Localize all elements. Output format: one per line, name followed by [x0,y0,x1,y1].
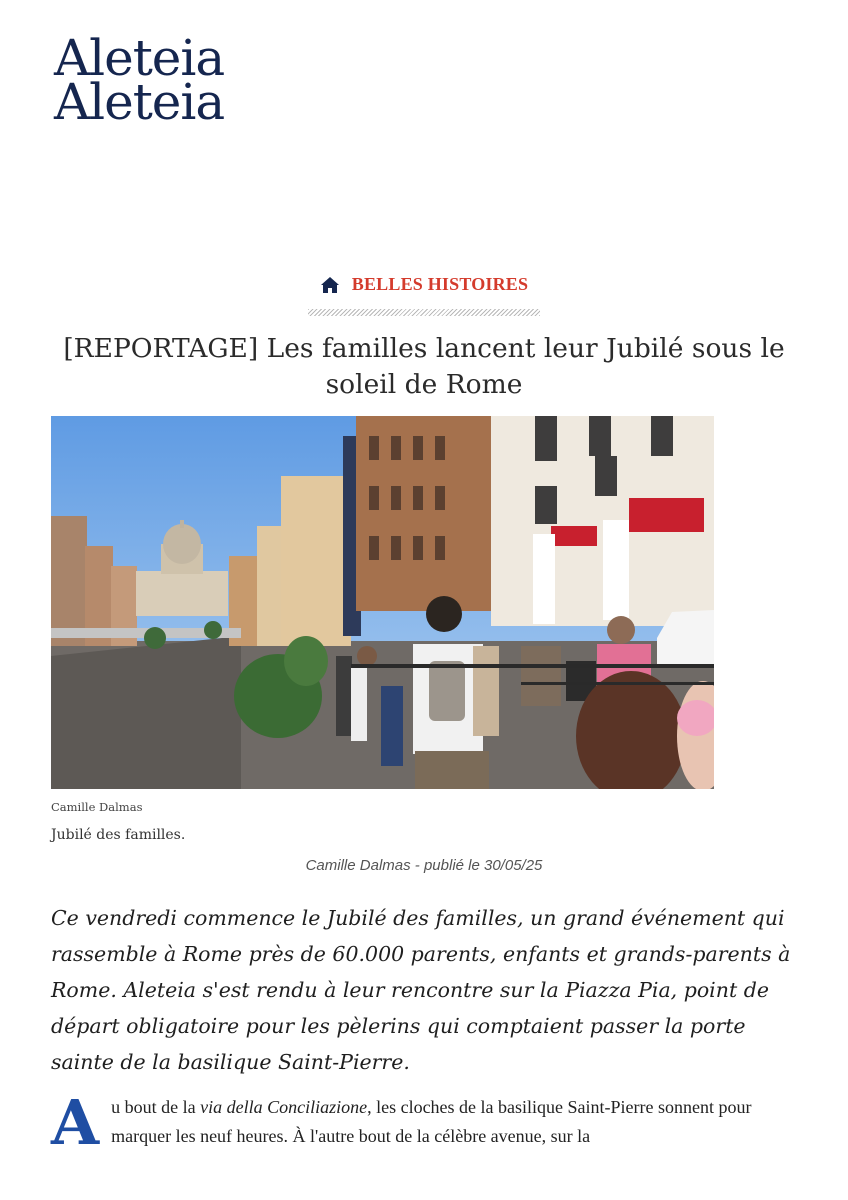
published-prefix: - publié le [410,857,484,874]
category-link[interactable] [320,274,528,295]
home-icon [320,276,340,294]
site-logo[interactable] [54,29,225,131]
article-intro: Ce vendredi commence le Jubilé des familles, un grand événement qui rassemble à Rome près de 60.000 parents, enfants et grands-parents à Rome. Aleteia s'est rendu à leur rencontre sur la Piazza Pia, point de départ obligatoire pour les pèlerins qui comptaient passer la porte sainte de la basilique Saint-Pierre. [51,906,791,1074]
logo-line-1: Aleteia [54,29,225,87]
logo-line-2: Aleteia [54,73,225,131]
article-body-paragraph [51,1086,811,1159]
hero-image [51,416,714,789]
category-bar [0,274,848,298]
author-name: Camille Dalmas [305,857,411,874]
body-text-2: , les cloches de la basilique Saint-Pierre sonnent pour marquer les neuf heures. À l'autre bout de la célèbre avenue, sur la [111,1097,752,1146]
body-text-1: u bout de la [111,1097,201,1117]
byline [0,857,848,874]
category-label: BELLES HISTOIRES [351,274,529,294]
image-caption: Jubilé des familles. [51,827,186,843]
drop-cap: A [51,1086,100,1159]
category-divider [308,309,540,316]
image-credit: Camille Dalmas [51,800,143,814]
published-date: 30/05/25 [484,857,543,874]
body-italic-text: via della Conciliazione [200,1097,368,1117]
article-title: [REPORTAGE] Les familles lancent leur Jubilé sous le soleil de Rome [63,333,785,400]
